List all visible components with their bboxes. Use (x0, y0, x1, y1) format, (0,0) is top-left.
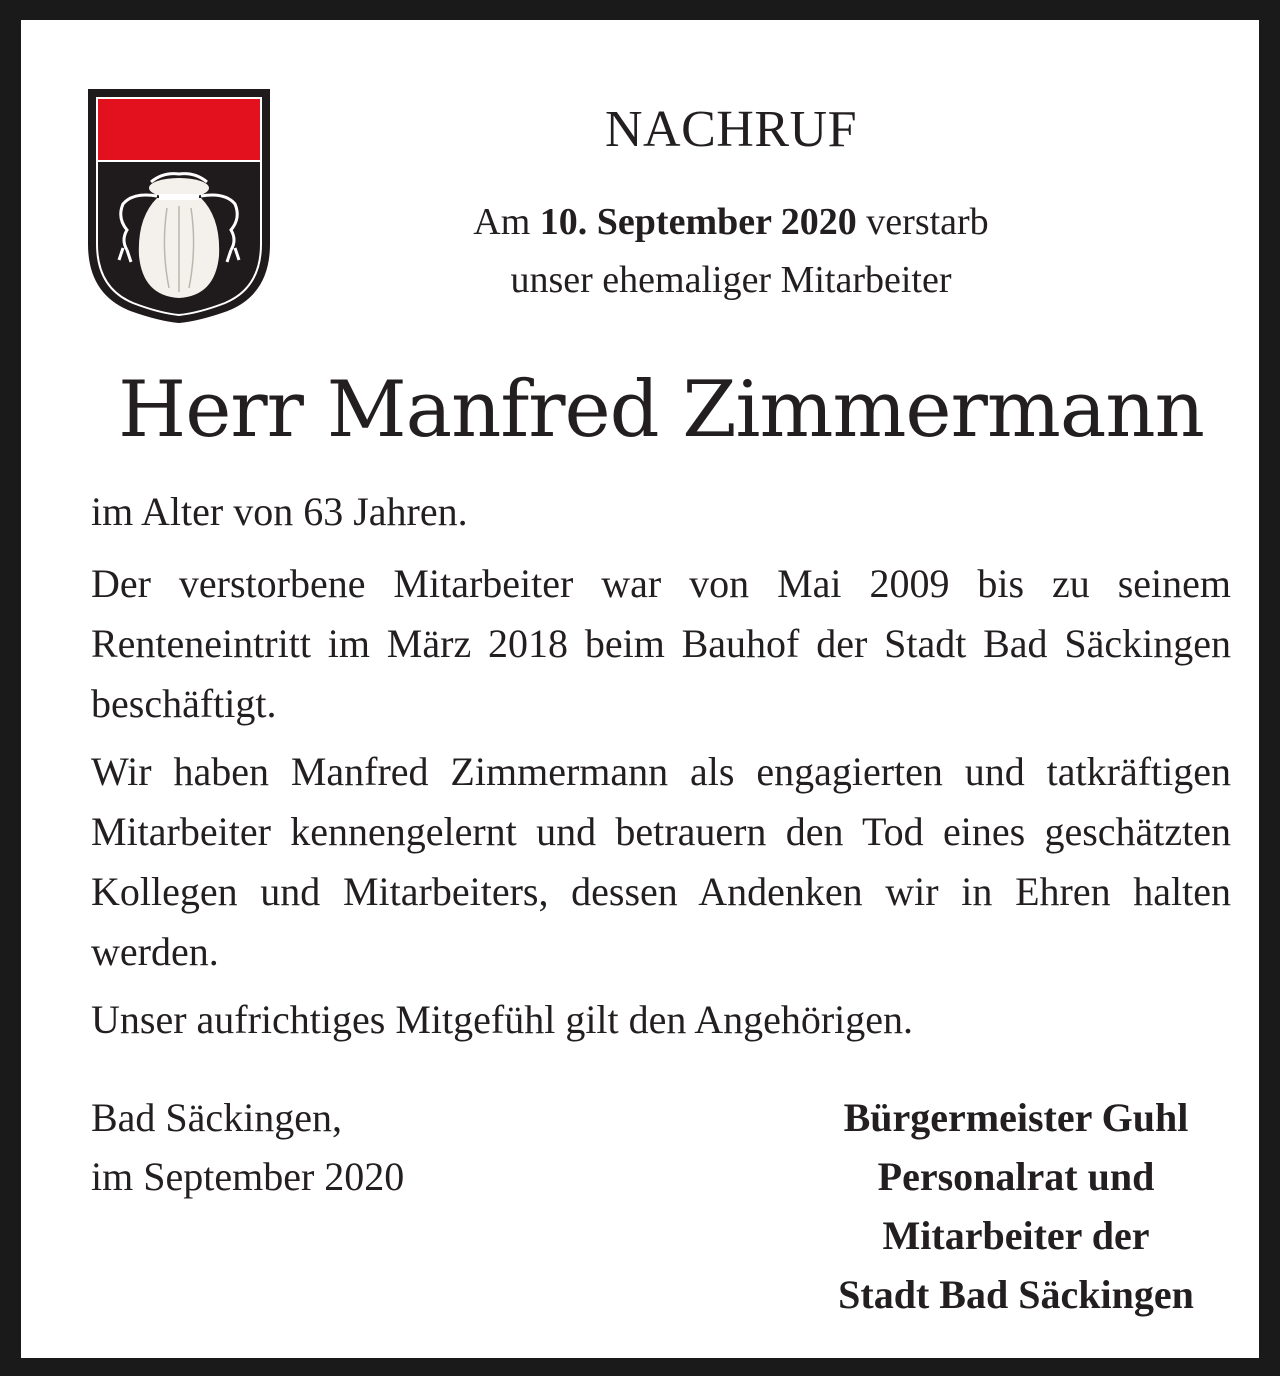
deceased-name: Herr Manfred Zimmermann (118, 365, 1204, 455)
role-line: unser ehemaliger Mitarbeiter (510, 259, 952, 301)
notice-title: NACHRUF (605, 101, 857, 158)
place-and-date (91, 1088, 404, 1206)
notice-date: im September 2020 (91, 1154, 405, 1199)
signer-line: Bürgermeister Guhl (843, 1095, 1189, 1140)
date-suffix: verstarb (856, 201, 989, 243)
signers (781, 1088, 1251, 1324)
signer-line: Mitarbeiter der (882, 1213, 1150, 1258)
place: Bad Säckingen, (91, 1095, 343, 1140)
date-prefix: Am (473, 201, 540, 243)
employment-paragraph: Der verstorbene Mitarbeiter war von Mai 2009 bis zu seinem Renteneintritt im März 2018 beim Bauhof der Stadt Bad Säckingen beschäftigt. (91, 561, 1231, 726)
signer-line: Personalrat und (877, 1154, 1155, 1199)
death-date-line (441, 196, 1021, 248)
tribute-paragraph: Wir haben Manfred Zimmermann als engagierten und tatkräftigen Mitarbeiter kennengelernt und betrauern den Tod eines geschätzten Kollegen und Mitarbeiters, dessen Andenken wir in Ehren halten werden. (91, 749, 1231, 974)
signer-line: Stadt Bad Säckingen (838, 1272, 1194, 1317)
condolence-paragraph: Unser aufrichtiges Mitgefühl gilt den Angehörigen. (91, 997, 914, 1042)
coat-of-arms-icon (87, 88, 271, 324)
death-date: 10. September 2020 (539, 201, 857, 243)
age-line: im Alter von 63 Jahren. (91, 489, 468, 534)
